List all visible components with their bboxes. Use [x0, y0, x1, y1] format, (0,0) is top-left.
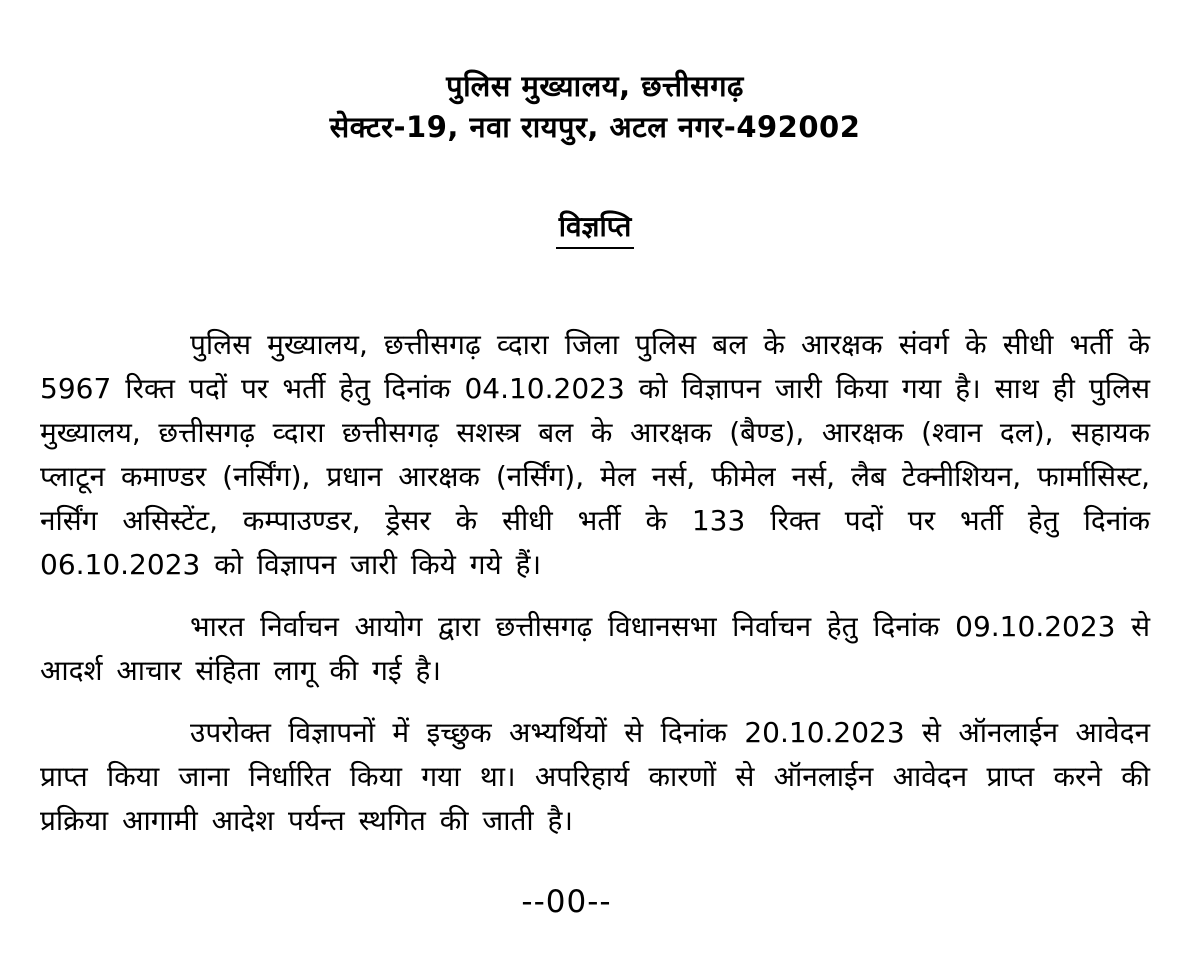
- document-body: [40, 323, 1150, 843]
- end-mark: --00--: [521, 884, 612, 920]
- org-address: सेक्टर-19, नवा रायपुर, अटल नगर-492002: [329, 110, 861, 144]
- org-name: पुलिस मुख्यालय, छत्तीसगढ़: [446, 69, 744, 103]
- paragraph-application-postponement: उपरोक्त विज्ञापनों में इच्छुक अभ्यर्थियों से दिनांक 20.10.2023 से ऑनलाईन आवेदन प्राप्त किया जाना निर्धारित किया गया था। अपरिहार्य कारणों से ऑनलाईन आवेदन प्राप्त करने की प्रक्रिया आगामी आदेश पर्यन्त स्थगित की जाती है।: [40, 716, 1150, 837]
- paragraph-recruitment-advertisements: पुलिस मुख्यालय, छत्तीसगढ़ व्दारा जिला पुलिस बल के आरक्षक संवर्ग के सीधी भर्ती के 5967 रिक्त पदों पर भर्ती हेतु दिनांक 04.10.2023 को विज्ञापन जारी किया गया है। साथ ही पुलिस मुख्यालय, छत्तीसगढ़ व्दारा छत्तीसगढ़ सशस्त्र बल के आरक्षक (बैण्ड), आरक्षक (श्वान दल), सहायक प्लाटून कमाण्डर (नर्सिंग), प्रधान आरक्षक (नर्सिंग), मेल नर्स, फीमेल नर्स, लैब टेक्नीशियन, फार्मासिस्ट, नर्सिंग असिस्टेंट, कम्पाउण्डर, ड्रेसर के सीधी भर्ती के 133 रिक्त पदों पर भर्ती हेतु दिनांक 06.10.2023 को विज्ञापन जारी किये गये हैं।: [40, 328, 1150, 581]
- title-row: [40, 210, 1150, 249]
- document-header: [40, 66, 1150, 148]
- paragraph-model-code-of-conduct: भारत निर्वाचन आयोग द्वारा छत्तीसगढ़ विधानसभा निर्वाचन हेतु दिनांक 09.10.2023 से आदर्श आचार संहिता लागू की गई है।: [40, 610, 1150, 687]
- document-title: विज्ञप्ति: [556, 210, 635, 249]
